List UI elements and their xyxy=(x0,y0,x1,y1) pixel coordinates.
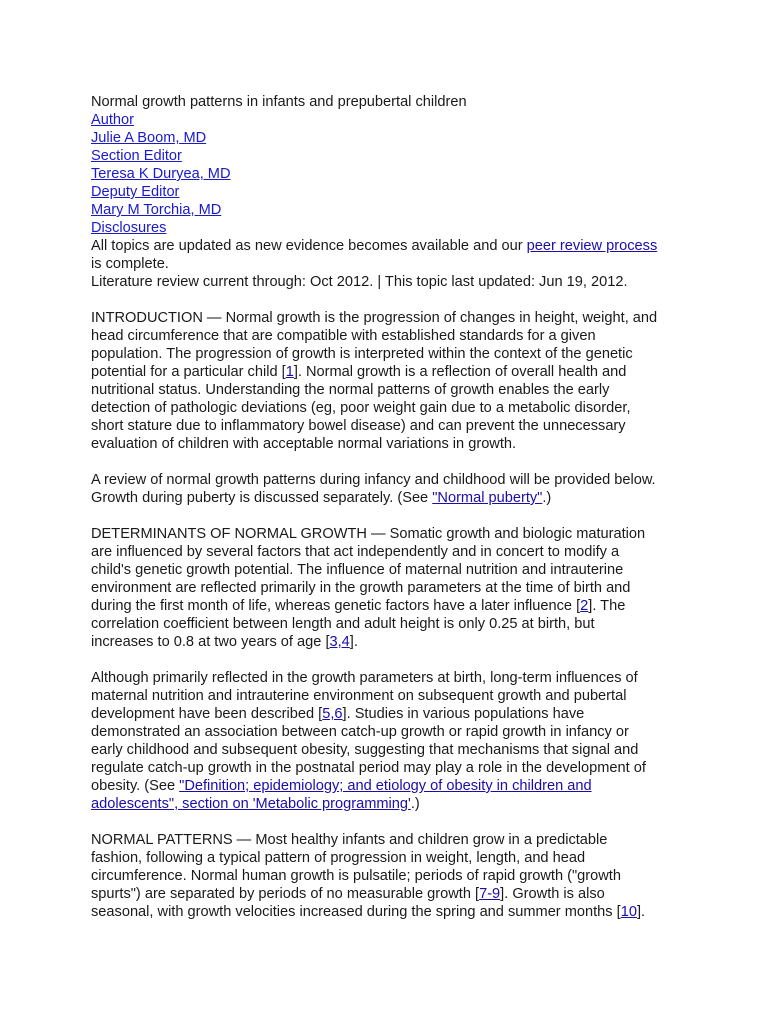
review-text: .) xyxy=(542,490,552,506)
determinants-line: child's genetic growth potential. The influence of maternal nutrition and intrauterine xyxy=(91,562,624,578)
reference-link-3-4[interactable]: 3,4 xyxy=(329,634,350,650)
article-header xyxy=(91,93,691,291)
patterns-line: NORMAL PATTERNS — Most healthy infants and children grow in a predictable xyxy=(91,832,608,848)
longterm-line: regulate catch-up growth in the postnatal period may play a role in the development of xyxy=(91,760,646,776)
determinants-text: increases to 0.8 at two years of age [ xyxy=(91,634,330,650)
intro-line: head circumference that are compatible with established standards for a given xyxy=(91,328,596,344)
deputy-editor-name-link[interactable]: Mary M Torchia, MD xyxy=(91,202,222,218)
section-editor-link[interactable]: Section Editor xyxy=(91,148,182,164)
update-note-text: All topics are updated as new evidence becomes available and our xyxy=(91,238,527,254)
longterm-line xyxy=(91,795,691,813)
determinants-line: correlation coefficient between length and adult height is only 0.25 at birth, but xyxy=(91,616,595,632)
peer-review-link[interactable]: peer review process xyxy=(526,238,658,254)
reference-link-1[interactable]: 1 xyxy=(285,364,294,380)
introduction-paragraph xyxy=(91,309,691,453)
patterns-text: ]. Growth is also xyxy=(500,886,605,902)
review-line: A review of normal growth patterns during infancy and childhood will be provided below. xyxy=(91,472,656,488)
longterm-line xyxy=(91,777,691,795)
longterm-text: ]. Studies in various populations have xyxy=(342,706,585,722)
longterm-text: .) xyxy=(410,796,420,812)
reference-link-10[interactable]: 10 xyxy=(620,904,637,920)
longterm-text: obesity. (See xyxy=(91,778,180,794)
determinants-line xyxy=(91,633,691,651)
intro-line: detection of pathologic deviations (eg, poor weight gain due to a metabolic disorder, xyxy=(91,400,631,416)
literature-review-date: Literature review current through: Oct 2012. | This topic last updated: Jun 19, 2012. xyxy=(91,274,628,290)
patterns-line xyxy=(91,885,691,903)
determinants-text: during the first month of life, whereas genetic factors have a later influence [ xyxy=(91,598,581,614)
patterns-line: fashion, following a typical pattern of progression in weight, length, and head xyxy=(91,850,586,866)
review-paragraph xyxy=(91,471,691,507)
intro-text: potential for a particular child [ xyxy=(91,364,286,380)
determinants-paragraph xyxy=(91,525,691,651)
article xyxy=(91,93,691,921)
intro-line: evaluation of children with acceptable normal variations in growth. xyxy=(91,436,517,452)
update-note-line2: is complete. xyxy=(91,256,169,272)
patterns-text: seasonal, with growth velocities increased during the spring and summer months [ xyxy=(91,904,621,920)
intro-line xyxy=(91,363,691,381)
patterns-text: ]. xyxy=(636,904,646,920)
intro-line: short stature due to inflammatory bowel disease) and can prevent the unnecessary xyxy=(91,418,626,434)
metabolic-programming-link[interactable]: adolescents", section on 'Metabolic programming' xyxy=(91,796,411,812)
section-editor-name-link[interactable]: Teresa K Duryea, MD xyxy=(91,166,231,182)
determinants-line: environment are reflected primarily in the growth parameters at the time of birth and xyxy=(91,580,631,596)
determinants-line: DETERMINANTS OF NORMAL GROWTH — Somatic growth and biologic maturation xyxy=(91,526,646,542)
longterm-line: maternal nutrition and intrauterine environment on subsequent growth and pubertal xyxy=(91,688,627,704)
reference-link-7-9[interactable]: 7-9 xyxy=(479,886,501,902)
deputy-editor-link[interactable]: Deputy Editor xyxy=(91,184,180,200)
determinants-text: ]. The xyxy=(588,598,626,614)
intro-line: nutritional status. Understanding the normal patterns of growth enables the early xyxy=(91,382,610,398)
longterm-line xyxy=(91,705,691,723)
author-link[interactable]: Author xyxy=(91,112,134,128)
review-text: Growth during puberty is discussed separately. (See xyxy=(91,490,433,506)
review-line xyxy=(91,489,691,507)
obesity-topic-link[interactable]: "Definition; epidemiology; and etiology of obesity in children and xyxy=(179,778,592,794)
longterm-line: demonstrated an association between catch-up growth or rapid growth in infancy or xyxy=(91,724,629,740)
normal-patterns-paragraph xyxy=(91,831,691,921)
intro-text: ]. Normal growth is a reflection of overall health and xyxy=(293,364,627,380)
reference-link-5-6[interactable]: 5,6 xyxy=(322,706,343,722)
determinants-line: are influenced by several factors that act independently and in concert to modify a xyxy=(91,544,620,560)
disclosures-link[interactable]: Disclosures xyxy=(91,220,167,236)
determinants-line xyxy=(91,597,691,615)
patterns-line: circumference. Normal human growth is pulsatile; periods of rapid growth ("growth xyxy=(91,868,621,884)
intro-line: population. The progression of growth is interpreted within the context of the genetic xyxy=(91,346,633,362)
update-note xyxy=(91,237,691,255)
intro-line: INTRODUCTION — Normal growth is the progression of changes in height, weight, and xyxy=(91,310,658,326)
longterm-text: development have been described [ xyxy=(91,706,323,722)
normal-puberty-link[interactable]: "Normal puberty" xyxy=(432,490,543,506)
longterm-line: early childhood and subsequent obesity, suggesting that mechanisms that signal and xyxy=(91,742,639,758)
long-term-influences-paragraph xyxy=(91,669,691,813)
author-name-link[interactable]: Julie A Boom, MD xyxy=(91,130,207,146)
longterm-line: Although primarily reflected in the growth parameters at birth, long-term influences of xyxy=(91,670,638,686)
patterns-line xyxy=(91,903,691,921)
article-title: Normal growth patterns in infants and prepubertal children xyxy=(91,94,467,110)
determinants-text: ]. xyxy=(349,634,358,650)
patterns-text: spurts") are separated by periods of no measurable growth [ xyxy=(91,886,480,902)
reference-link-2[interactable]: 2 xyxy=(580,598,589,614)
